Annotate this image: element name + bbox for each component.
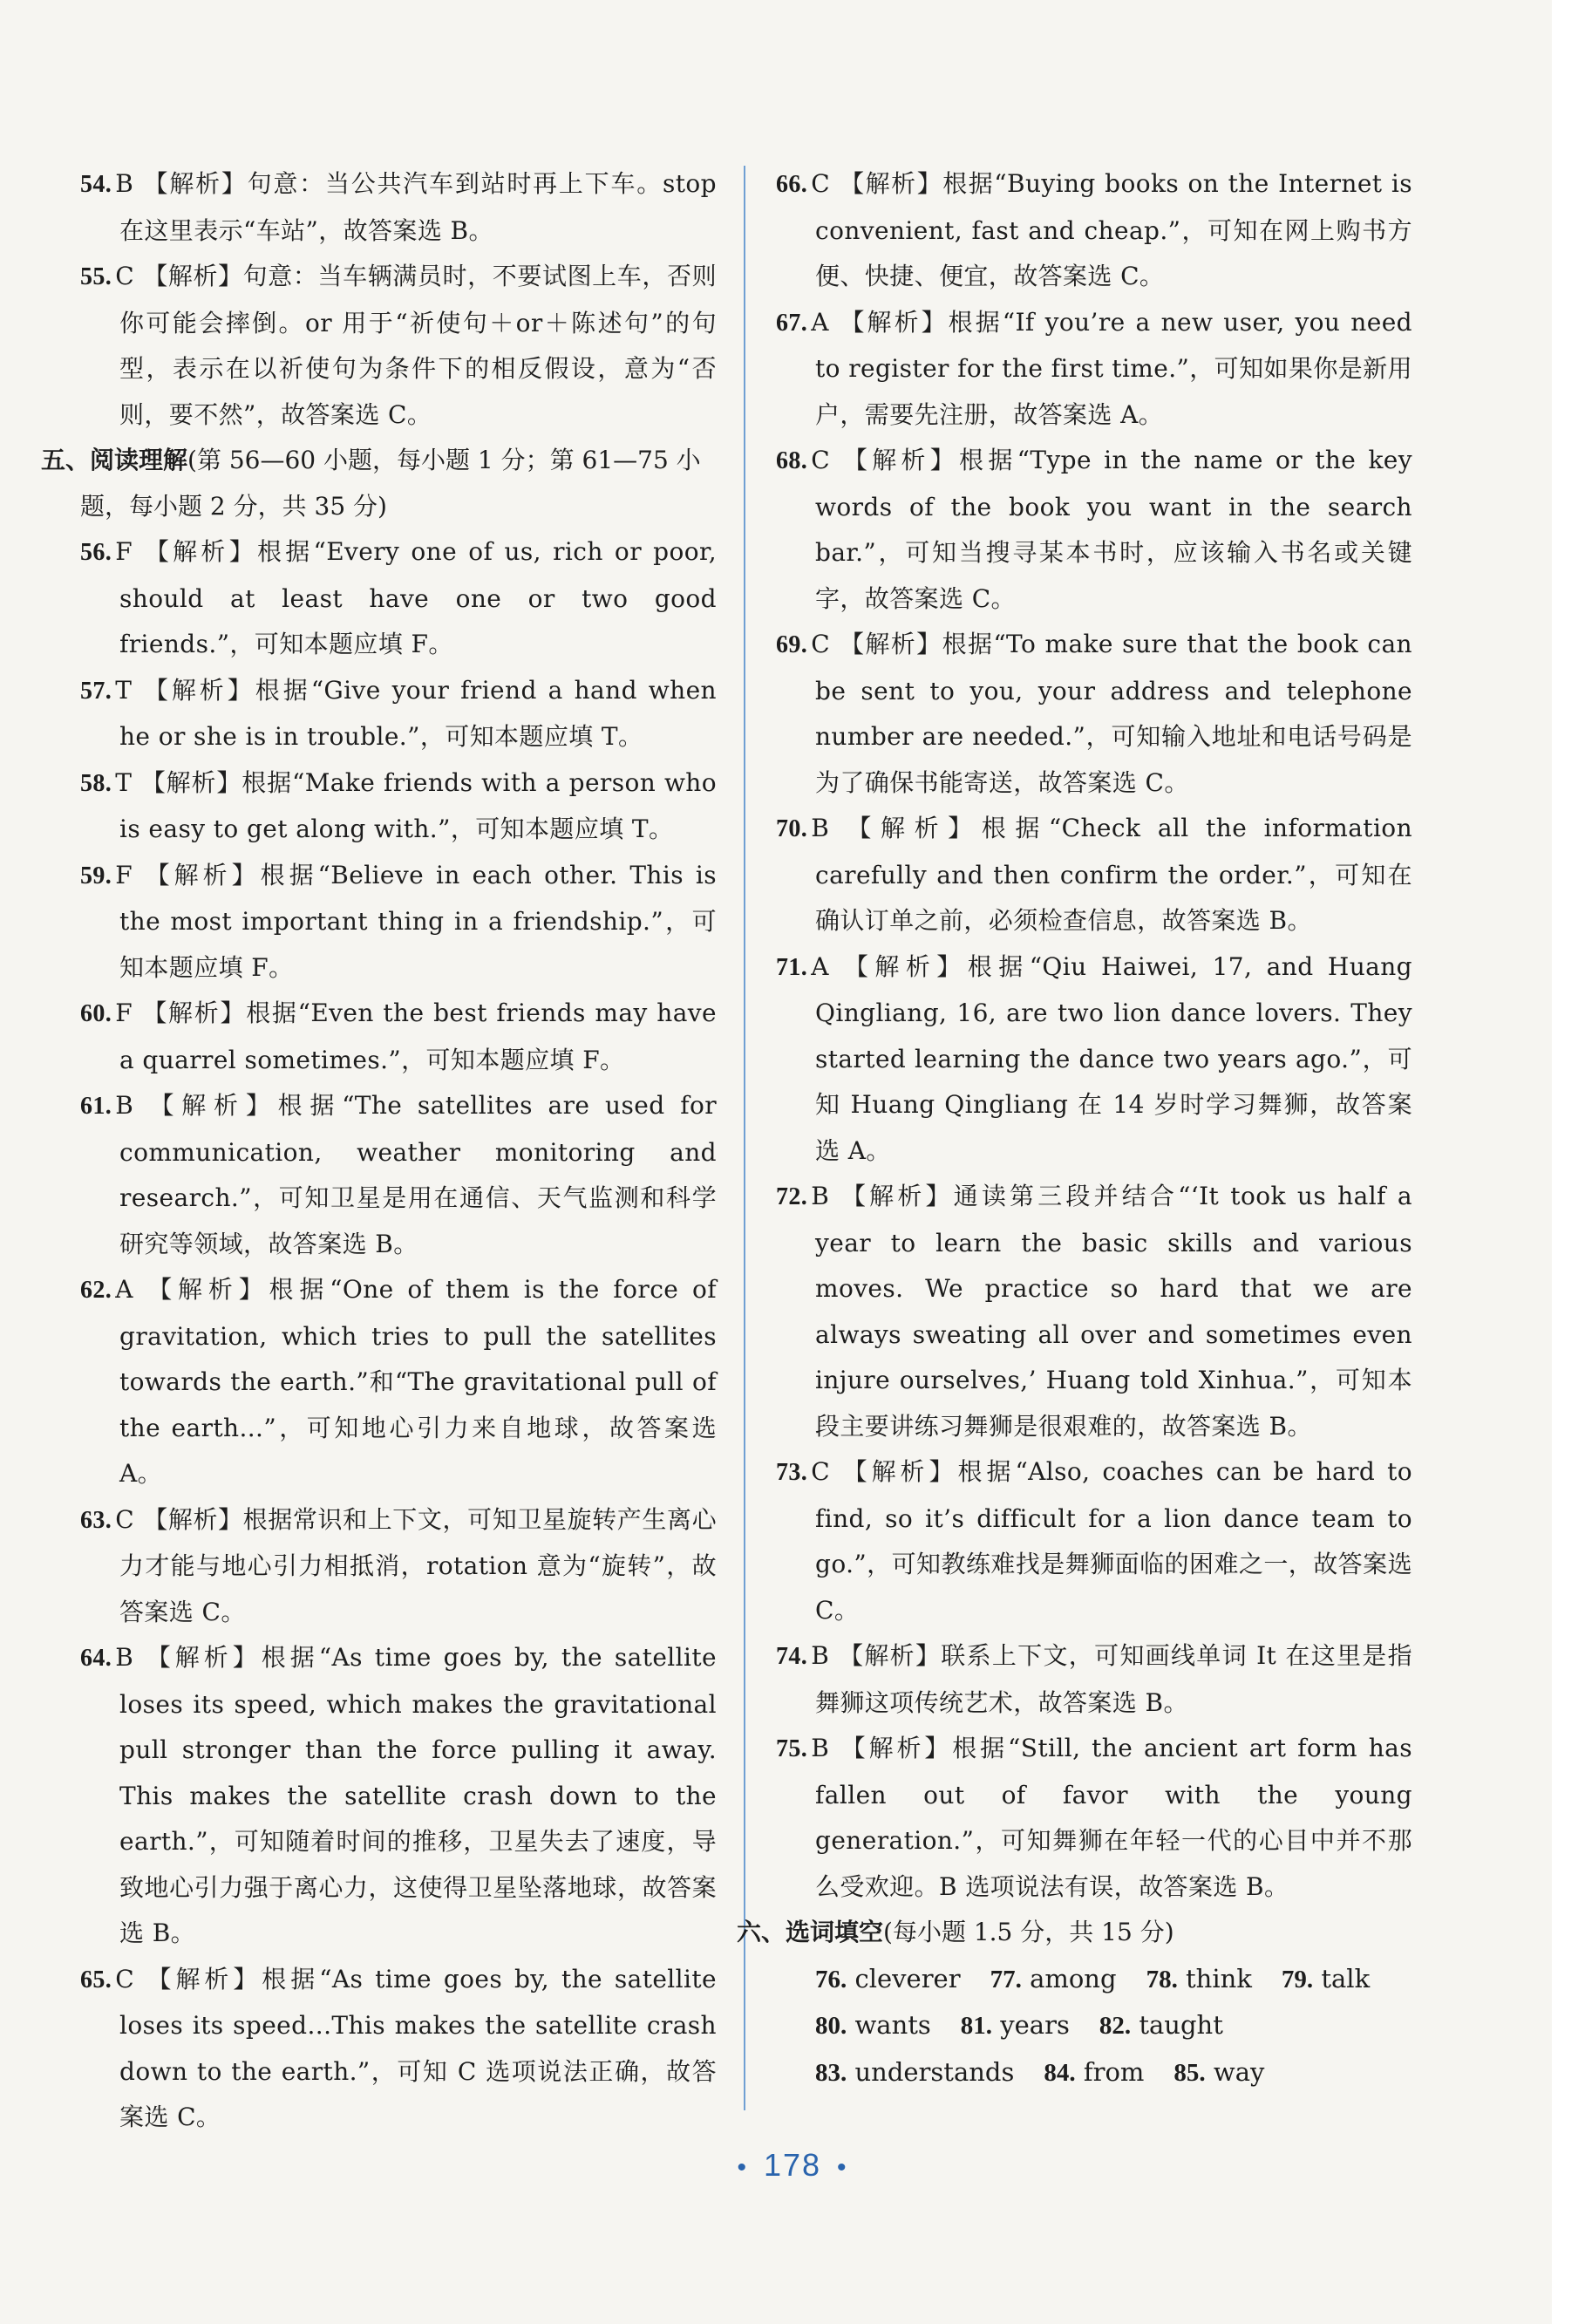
fill-answer xyxy=(961,2010,1070,2040)
explanation-text: 【解析】根据“Give your friend a hand when he or she is in trouble.”，可知本题应填 T。 xyxy=(119,675,717,751)
answer-item xyxy=(776,1633,1412,1726)
page-edge xyxy=(1552,0,1585,2324)
answer-choice: B xyxy=(115,169,134,198)
explanation-text: 【解析】根据“As time goes by, the satellite loses its speed...This makes the satellite crash down to the earth.”，可知 C 选项说法正确，故答案选 C。 xyxy=(119,1964,717,2131)
question-number: 63. xyxy=(80,1506,112,1534)
answer-item xyxy=(80,853,717,992)
answer-item xyxy=(776,1449,1412,1633)
fill-word: think xyxy=(1186,1963,1252,1993)
fill-answer xyxy=(815,2010,931,2040)
question-number: 77. xyxy=(990,1965,1022,1993)
answer-item xyxy=(776,1174,1412,1449)
question-number: 65. xyxy=(80,1966,112,1993)
fill-word: years xyxy=(1000,2010,1070,2040)
answer-item xyxy=(776,1726,1412,1910)
question-number: 57. xyxy=(80,677,112,705)
question-number: 80. xyxy=(815,2012,847,2040)
answer-choice: C xyxy=(811,446,831,474)
answer-choice: C xyxy=(811,1457,831,1486)
page-number-dot-right: • xyxy=(837,2153,848,2182)
explanation-text: 【解析】句意：当公共汽车到站时再上下车。stop 在这里表示“车站”，故答案选 B。 xyxy=(119,169,717,245)
fill-word: among xyxy=(1030,1963,1117,1993)
answer-choice: B xyxy=(115,1091,134,1120)
answer-choice: B xyxy=(115,1643,134,1672)
question-number: 81. xyxy=(960,2012,993,2040)
answer-item xyxy=(80,161,717,254)
question-number: 58. xyxy=(80,769,112,797)
explanation-text: 【解析】根据“Buying books on the Internet is convenient, fast and cheap.”，可知在网上购书方便、快捷、便宜，故答案选 C。 xyxy=(815,169,1412,290)
section-heading-word-fill xyxy=(737,1910,1412,1956)
question-number: 74. xyxy=(776,1643,808,1670)
answer-item xyxy=(776,438,1412,622)
answer-item xyxy=(80,1083,717,1267)
question-number: 85. xyxy=(1173,2058,1206,2087)
section-note: (第 56—60 小题，每小题 1 分；第 61—75 小题，每小题 2 分，共 35 分) xyxy=(80,446,701,521)
question-number: 61. xyxy=(80,1093,112,1120)
question-number: 82. xyxy=(1099,2012,1132,2040)
page-number xyxy=(0,2147,1585,2184)
fill-answer xyxy=(1146,1964,1252,1993)
explanation-text: 【解析】根据“The satellites are used for communication, weather monitoring and research.”，可知卫星是用在通信、天气监测和科学研究等领域，故答案选 B。 xyxy=(119,1091,717,1258)
answer-choice: B xyxy=(811,1182,830,1210)
answer-item xyxy=(776,161,1412,300)
explanation-text: 【解析】根据“Believe in each other. This is the most important thing in a friendship.”，可知本题应填 F。 xyxy=(119,860,717,982)
right-column xyxy=(737,161,1412,2096)
answer-item xyxy=(80,1957,717,2141)
question-number: 84. xyxy=(1044,2058,1076,2087)
explanation-text: 【解析】根据“Even the best friends may have a quarrel sometimes.”，可知本题应填 F。 xyxy=(119,998,717,1074)
section-title: 六、选词填空 xyxy=(737,1918,884,1946)
question-number: 76. xyxy=(815,1965,847,1993)
explanation-text: 【解析】根据“Make friends with a person who is easy to get along with.”，可知本题应填 T。 xyxy=(119,767,717,843)
column-divider xyxy=(744,166,745,2110)
answer-item xyxy=(776,622,1412,806)
question-number: 75. xyxy=(776,1735,808,1762)
explanation-text: 【解析】根据“Qiu Haiwei, 17, and Huang Qingliang, 16, are two lion dance lovers. They started learning the dance two years ago.”，可知 Huang Qingliang 在 14 岁时学习舞狮，故答案选 A。 xyxy=(815,951,1412,1165)
explanation-text: 【解析】根据常识和上下文，可知卫星旋转产生离心力才能与地心引力相抵消，rotation 意为“旋转”，故答案选 C。 xyxy=(119,1504,717,1626)
answer-choice: C xyxy=(811,630,831,658)
fill-answer xyxy=(1099,2010,1223,2040)
section-note: (每小题 1.5 分，共 15 分) xyxy=(883,1918,1174,1946)
answer-choice: A xyxy=(115,1275,133,1304)
question-number: 59. xyxy=(80,862,112,889)
explanation-text: 【解析】根据“Also, coaches can be hard to find, so it’s difficult for a lion dance team to go.”，可知教练难找是舞狮面临的困难之一，故答案选 C。 xyxy=(815,1457,1412,1625)
question-number: 64. xyxy=(80,1645,112,1672)
fill-answer xyxy=(815,2057,1014,2087)
answer-choice: B xyxy=(811,1734,830,1762)
answer-item xyxy=(80,1635,717,1957)
question-number: 60. xyxy=(80,1000,112,1027)
question-number: 79. xyxy=(1281,1965,1314,1993)
question-number: 83. xyxy=(815,2058,847,2087)
left-column xyxy=(41,161,717,2141)
fill-word: wants xyxy=(854,2010,931,2040)
question-number: 78. xyxy=(1146,1965,1178,1993)
answer-choice: T xyxy=(115,767,133,797)
question-number: 69. xyxy=(776,631,808,658)
question-number: 66. xyxy=(776,171,808,198)
explanation-text: 【解析】根据“One of them is the force of gravitation, which tries to pull the satellites towards the earth.”和“The gravitational pull of the earth...”，可知地心引力来自地球，故答案选 A。 xyxy=(119,1275,717,1488)
question-number: 72. xyxy=(776,1183,808,1210)
question-number: 54. xyxy=(80,171,112,198)
question-number: 68. xyxy=(776,447,808,474)
explanation-text: 【解析】句意：当车辆满员时，不要试图上车，否则你可能会摔倒。or 用于“祈使句＋or＋陈述句”的句型，表示在以祈使句为条件下的相反假设，意为“否则，要不然”，故答案选 C。 xyxy=(119,262,717,429)
explanation-text: 【解析】根据“If you’re a new user, you need to register for the first time.”，可知如果你是新用户，需要先注册，故答案选 A。 xyxy=(815,307,1412,429)
fill-word: cleverer xyxy=(854,1963,961,1993)
answer-item xyxy=(80,668,717,760)
answer-item xyxy=(776,944,1412,1175)
explanation-text: 【解析】通读第三段并结合“‘It took us half a year to learn the basic skills and various moves. We practice so hard that we are always sweating all over and sometimes even injure ourselves,’ Huang told Xinhua.”，可知本段主要讲练习舞狮是很艰难的，故答案选 B。 xyxy=(815,1182,1412,1441)
fill-answer xyxy=(1044,2057,1144,2087)
question-number: 67. xyxy=(776,309,808,337)
fill-word: way xyxy=(1213,2056,1265,2087)
page-number-dot-left: • xyxy=(737,2153,748,2182)
explanation-text: 【解析】根据“To make sure that the book can be sent to you, your address and telephone number are needed.”，可知输入地址和电话号码是为了确保书能寄送，故答案选 C。 xyxy=(815,630,1412,797)
answer-item xyxy=(80,254,717,438)
explanation-text: 【解析】根据“Every one of us, rich or poor, should at least have one or two good friends.”，可知本题应填 F。 xyxy=(119,537,717,658)
answer-item xyxy=(80,991,717,1083)
fill-answer-row xyxy=(776,2002,1412,2049)
answer-item xyxy=(776,300,1412,439)
fill-answer xyxy=(815,1964,961,1993)
fill-word: from xyxy=(1083,2056,1145,2087)
explanation-text: 【解析】根据“As time goes by, the satellite loses its speed, which makes the gravitational pull stronger than the force pulling it away. This makes the satellite crash down to the earth.”，可知随着时间的推移，卫星失去了速度，导致地心引力强于离心力，这使得卫星坠落地球，故答案选 B。 xyxy=(119,1643,717,1947)
fill-answer xyxy=(1282,1964,1370,1993)
section-heading-reading xyxy=(41,438,717,529)
fill-answer-row xyxy=(776,2049,1412,2096)
explanation-text: 【解析】根据“Check all the information carefully and then confirm the order.”，可知在确认订单之前，必须检查信息，故答案选 B。 xyxy=(815,814,1412,935)
answer-choice: F xyxy=(115,998,133,1027)
section-title: 五、阅读理解 xyxy=(41,446,188,474)
fill-answer-row xyxy=(776,1956,1412,2003)
answer-choice: C xyxy=(811,169,831,198)
answer-choice: F xyxy=(115,860,133,889)
explanation-text: 【解析】联系上下文，可知画线单词 It 在这里是指舞狮这项传统艺术，故答案选 B。 xyxy=(815,1641,1412,1717)
question-number: 56. xyxy=(80,539,112,566)
page-number-value: 178 xyxy=(763,2147,822,2183)
answer-item xyxy=(776,806,1412,944)
question-number: 73. xyxy=(776,1459,808,1486)
answer-choice: F xyxy=(115,537,133,566)
answer-item xyxy=(80,1497,717,1636)
fill-word: talk xyxy=(1321,1963,1371,1993)
fill-answer xyxy=(1173,2057,1264,2087)
fill-answer xyxy=(990,1964,1117,1993)
answer-item xyxy=(80,1267,717,1497)
answer-item xyxy=(80,760,717,853)
fill-word: taught xyxy=(1139,2010,1223,2040)
answer-choice: C xyxy=(115,1504,135,1534)
question-number: 62. xyxy=(80,1277,112,1304)
question-number: 55. xyxy=(80,263,112,290)
answer-choice: B xyxy=(811,814,830,842)
question-number: 71. xyxy=(776,953,808,981)
answer-item xyxy=(80,529,717,668)
answer-choice: C xyxy=(115,262,135,290)
explanation-text: 【解析】根据“Still, the ancient art form has fallen out of favor with the young generation.”，可知舞狮在年轻一代的心目中并不那么受欢迎。B 选项说法有误，故答案选 B。 xyxy=(815,1734,1412,1901)
question-number: 70. xyxy=(776,815,808,842)
explanation-text: 【解析】根据“Type in the name or the key words of the book you want in the search bar.”，可知当搜寻某本书时，应该输入书名或关键字，故答案选 C。 xyxy=(815,446,1412,613)
answer-choice: A xyxy=(811,307,829,337)
answer-choice: B xyxy=(811,1641,830,1670)
fill-word: understands xyxy=(854,2056,1015,2087)
answer-choice: C xyxy=(115,1964,135,1993)
answer-choice: T xyxy=(115,675,133,705)
answer-choice: A xyxy=(811,951,829,981)
